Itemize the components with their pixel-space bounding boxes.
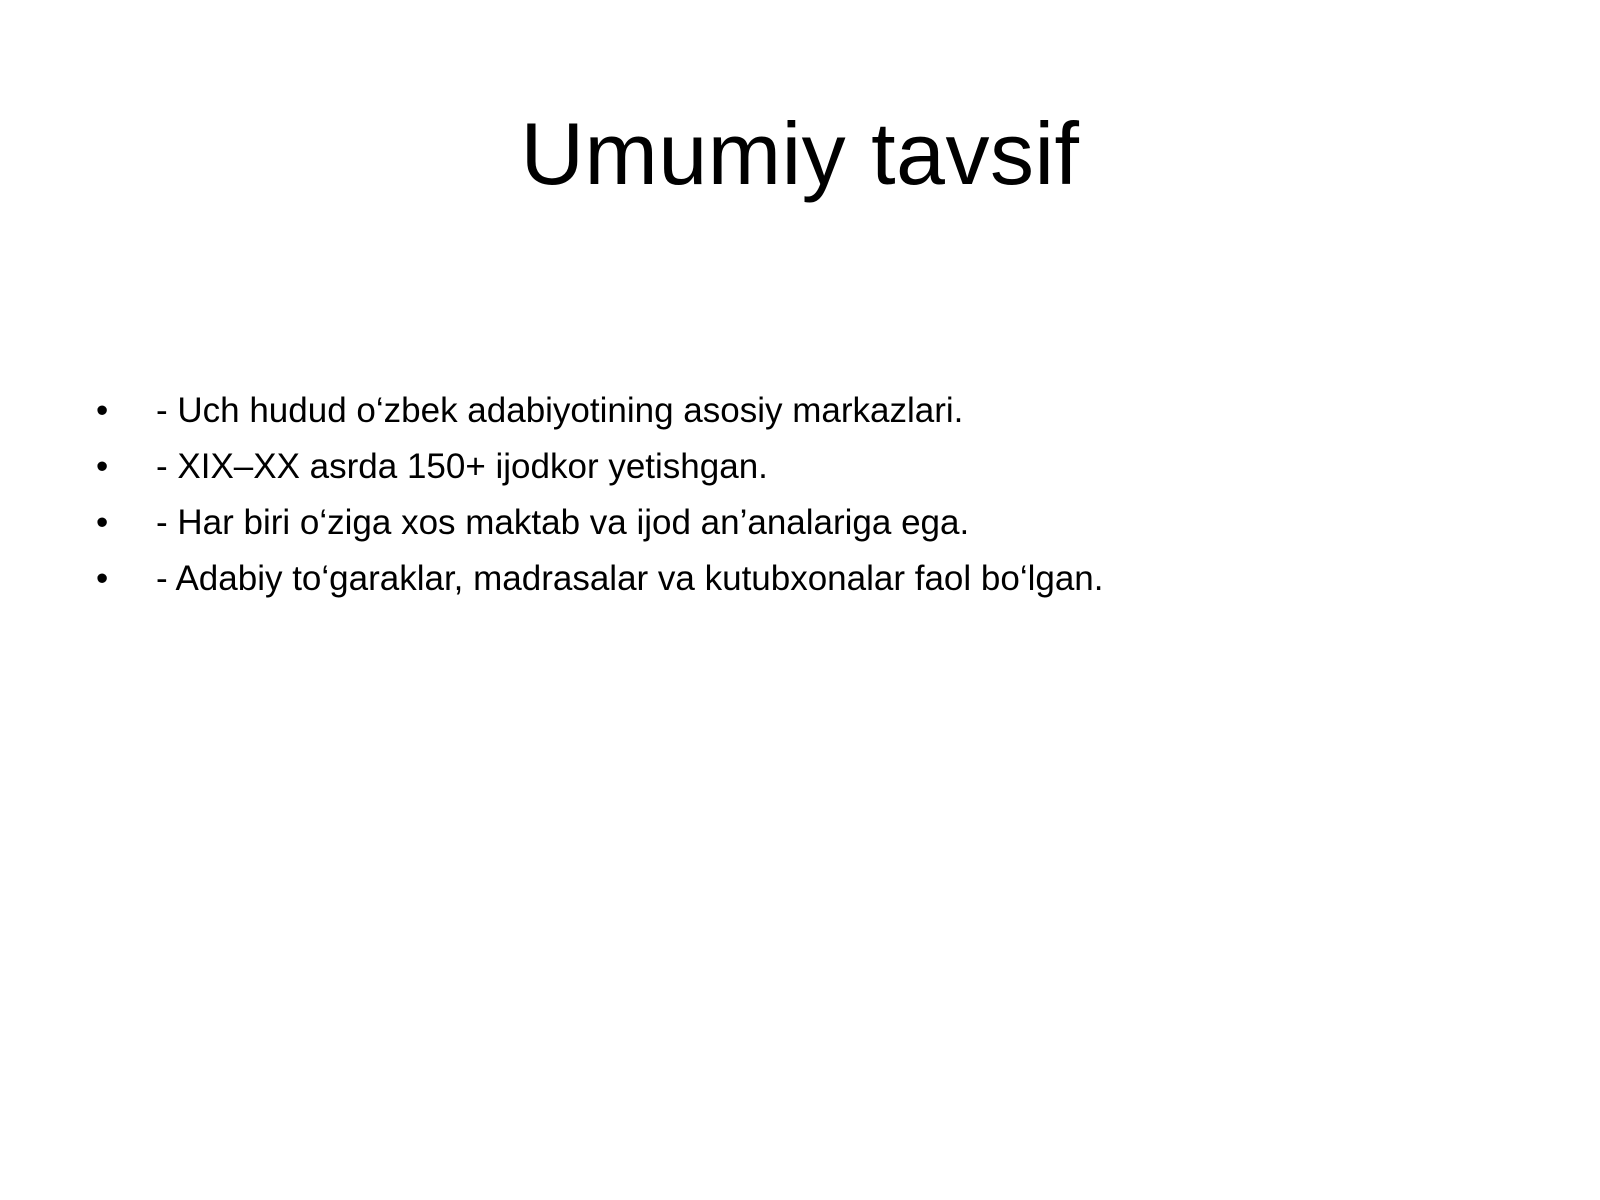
bullet-list (96, 383, 1516, 607)
list-item (96, 439, 1516, 495)
bullet-icon: • (96, 503, 109, 542)
list-item (96, 383, 1516, 439)
bullet-icon: • (96, 559, 109, 598)
bullet-icon: • (96, 391, 109, 430)
list-item (96, 495, 1516, 551)
bullet-text: - Har biri o‘ziga xos maktab va ijod an’analariga ega. (156, 503, 970, 542)
slide-title: Umumiy tavsif (520, 104, 1080, 203)
bullet-icon: • (96, 447, 109, 486)
bullet-text: - Uch hudud o‘zbek adabiyotining asosiy markazlari. (156, 391, 964, 430)
list-item (96, 551, 1516, 607)
bullet-text: - XIX–XX asrda 150+ ijodkor yetishgan. (156, 447, 768, 486)
bullet-text: - Adabiy to‘garaklar, madrasalar va kutubxonalar faol bo‘lgan. (156, 559, 1104, 598)
